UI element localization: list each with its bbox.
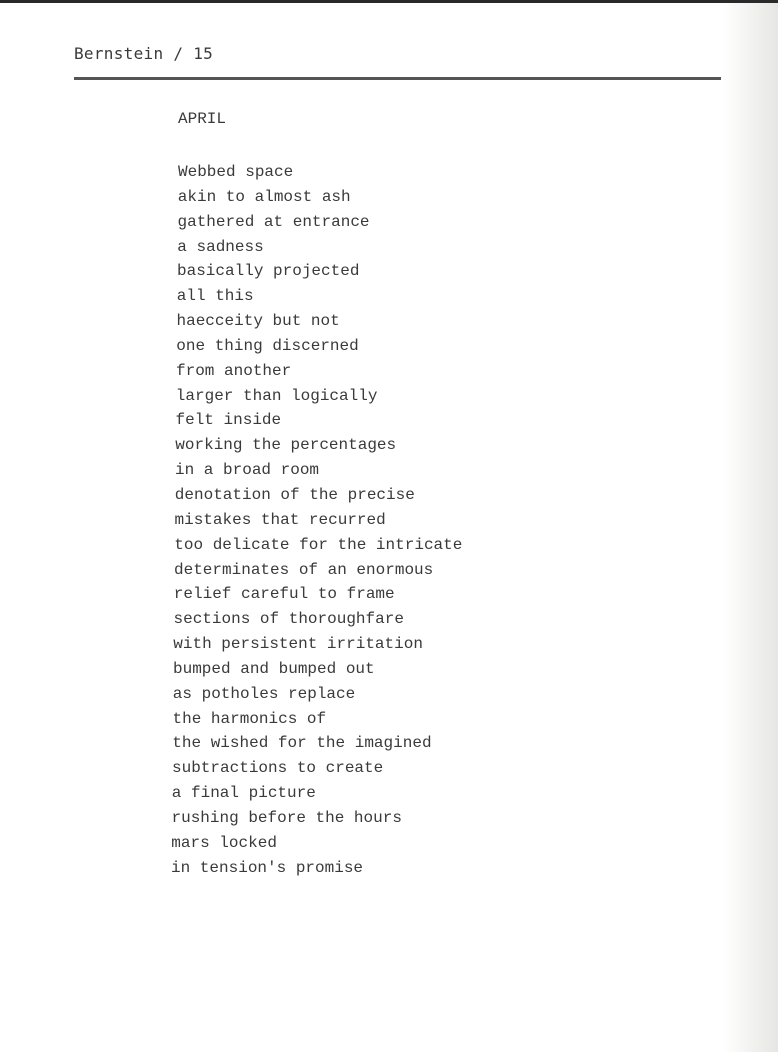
- poem-line: mars locked: [171, 833, 277, 852]
- poem-line: sections of thoroughfare: [173, 610, 404, 629]
- page-top-edge: [0, 0, 778, 3]
- poem-line: denotation of the precise: [174, 485, 415, 504]
- poem-line: relief careful to frame: [173, 585, 395, 604]
- poem-line: a sadness: [177, 237, 264, 256]
- poem-line: all this: [176, 287, 254, 306]
- poem-line: with persistent irritation: [173, 635, 423, 654]
- poem-body: [0, 160, 462, 880]
- poem-line: the harmonics of: [172, 709, 327, 728]
- poem-line: the wished for the imagined: [172, 734, 432, 753]
- header-rule: [74, 77, 721, 80]
- poem-line: bumped and bumped out: [173, 659, 375, 678]
- poem-line: in tension's promise: [171, 858, 364, 877]
- poem-title: APRIL: [178, 110, 227, 128]
- poem-line: basically projected: [177, 262, 360, 281]
- poem-line: larger than logically: [175, 386, 378, 405]
- poem-line: working the percentages: [175, 436, 397, 455]
- poem-line: Webbed space: [178, 163, 294, 181]
- poem-line: haecceity but not: [176, 312, 340, 331]
- poem-line: felt inside: [175, 411, 282, 430]
- poem-line: too delicate for the intricate: [174, 535, 463, 554]
- poem-line: from another: [176, 361, 292, 380]
- running-head: Bernstein / 15: [74, 44, 214, 63]
- poem-line: mistakes that recurred: [174, 510, 386, 529]
- poem-line: as potholes replace: [172, 684, 356, 703]
- poem-line: a final picture: [171, 784, 316, 803]
- poem-line: determinates of an enormous: [174, 560, 434, 579]
- poem-line: one thing discerned: [176, 336, 359, 355]
- poem-line: subtractions to create: [172, 759, 384, 778]
- poem-line: in a broad room: [175, 461, 320, 480]
- poem-line: rushing before the hours: [171, 808, 402, 827]
- poem-line: akin to almost ash: [177, 187, 351, 206]
- poem-line: gathered at entrance: [177, 212, 370, 231]
